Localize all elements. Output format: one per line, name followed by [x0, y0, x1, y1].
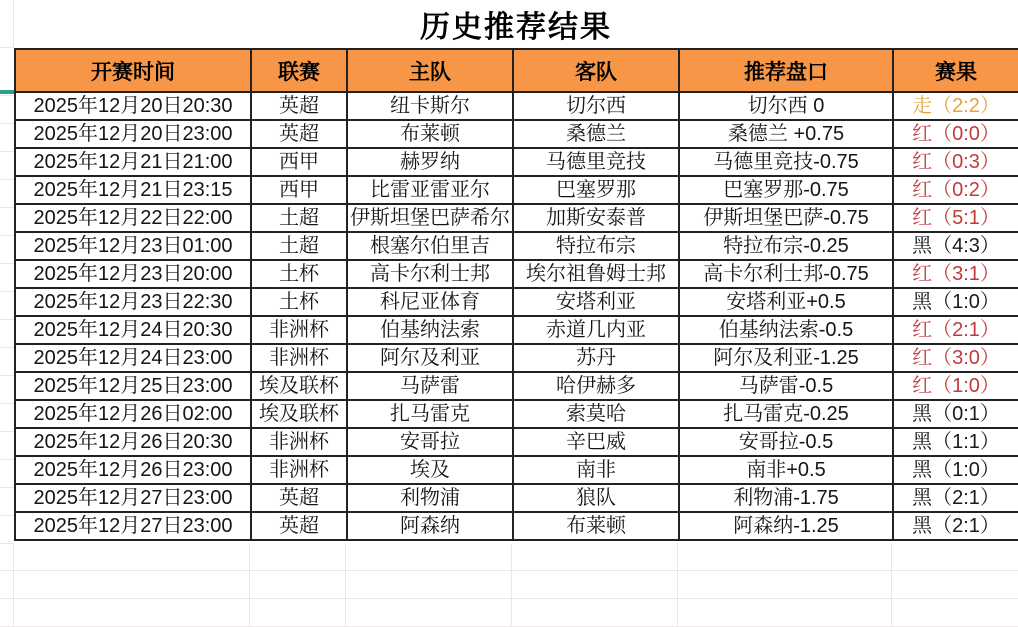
handicap-cell[interactable]: 巴塞罗那-0.75: [679, 176, 893, 204]
time-cell[interactable]: 2025年12月23日01:00: [15, 232, 251, 260]
result-cell[interactable]: 黑（2:1）: [893, 512, 1018, 540]
results-table-body: [15, 92, 1018, 540]
time-cell[interactable]: 2025年12月26日02:00: [15, 400, 251, 428]
result-cell[interactable]: 黑（1:1）: [893, 428, 1018, 456]
table-row: [15, 456, 1018, 484]
result-cell[interactable]: 红（5:1）: [893, 204, 1018, 232]
league-cell[interactable]: 英超: [251, 120, 347, 148]
league-cell[interactable]: 非洲杯: [251, 456, 347, 484]
league-cell[interactable]: 土超: [251, 204, 347, 232]
home-team-cell[interactable]: 赫罗纳: [347, 148, 513, 176]
result-cell[interactable]: 黑（1:0）: [893, 456, 1018, 484]
home-team-cell[interactable]: 利物浦: [347, 484, 513, 512]
table-row: [15, 204, 1018, 232]
result-cell[interactable]: 红（0:0）: [893, 120, 1018, 148]
away-team-cell[interactable]: 索莫哈: [513, 400, 679, 428]
page-title: 历史推荐结果: [420, 10, 612, 44]
away-team-cell[interactable]: 桑德兰: [513, 120, 679, 148]
handicap-cell[interactable]: 马萨雷-0.5: [679, 372, 893, 400]
away-team-cell[interactable]: 布莱顿: [513, 512, 679, 540]
handicap-cell[interactable]: 南非+0.5: [679, 456, 893, 484]
result-cell[interactable]: 红（3:1）: [893, 260, 1018, 288]
table-header-row: [15, 49, 1018, 92]
away-team-cell[interactable]: 埃尔祖鲁姆士邦: [513, 260, 679, 288]
home-team-cell[interactable]: 扎马雷克: [347, 400, 513, 428]
league-cell[interactable]: 英超: [251, 512, 347, 540]
time-cell[interactable]: 2025年12月23日20:00: [15, 260, 251, 288]
away-team-cell[interactable]: 切尔西: [513, 92, 679, 120]
result-cell[interactable]: 黑（4:3）: [893, 232, 1018, 260]
gridline: [511, 543, 512, 627]
gridline: [345, 543, 346, 627]
result-cell[interactable]: 红（3:0）: [893, 344, 1018, 372]
league-cell[interactable]: 英超: [251, 92, 347, 120]
table-row: [15, 288, 1018, 316]
result-cell[interactable]: 黑（2:1）: [893, 484, 1018, 512]
league-cell[interactable]: 土杯: [251, 260, 347, 288]
table-row: [15, 120, 1018, 148]
time-cell[interactable]: 2025年12月20日23:00: [15, 120, 251, 148]
col-header-home-team[interactable]: 主队: [347, 49, 513, 92]
time-cell[interactable]: 2025年12月26日20:30: [15, 428, 251, 456]
home-team-cell[interactable]: 科尼亚体育: [347, 288, 513, 316]
home-team-cell[interactable]: 伊斯坦堡巴萨希尔: [347, 204, 513, 232]
empty-cells-area[interactable]: [0, 543, 1018, 627]
result-cell[interactable]: 红（0:2）: [893, 176, 1018, 204]
gridline: [891, 543, 892, 627]
away-team-cell[interactable]: 哈伊赫多: [513, 372, 679, 400]
home-team-cell[interactable]: 安哥拉: [347, 428, 513, 456]
league-cell[interactable]: 非洲杯: [251, 316, 347, 344]
gridline: [13, 543, 14, 627]
league-cell[interactable]: 英超: [251, 484, 347, 512]
handicap-cell[interactable]: 安塔利亚+0.5: [679, 288, 893, 316]
league-cell[interactable]: 非洲杯: [251, 428, 347, 456]
handicap-cell[interactable]: 扎马雷克-0.25: [679, 400, 893, 428]
result-cell[interactable]: 红（0:3）: [893, 148, 1018, 176]
handicap-cell[interactable]: 阿森纳-1.25: [679, 512, 893, 540]
league-cell[interactable]: 西甲: [251, 176, 347, 204]
time-cell[interactable]: 2025年12月27日23:00: [15, 512, 251, 540]
away-team-cell[interactable]: 南非: [513, 456, 679, 484]
handicap-cell[interactable]: 利物浦-1.75: [679, 484, 893, 512]
handicap-cell[interactable]: 切尔西 0: [679, 92, 893, 120]
table-row: [15, 260, 1018, 288]
time-cell[interactable]: 2025年12月23日22:30: [15, 288, 251, 316]
results-table: [14, 48, 1018, 541]
table-row: [15, 92, 1018, 120]
handicap-cell[interactable]: 高卡尔利士邦-0.75: [679, 260, 893, 288]
time-cell[interactable]: 2025年12月24日23:00: [15, 344, 251, 372]
result-cell[interactable]: 黑（0:1）: [893, 400, 1018, 428]
handicap-cell[interactable]: 特拉布宗-0.25: [679, 232, 893, 260]
table-row: [15, 232, 1018, 260]
away-team-cell[interactable]: 辛巴威: [513, 428, 679, 456]
home-team-cell[interactable]: 伯基纳法索: [347, 316, 513, 344]
handicap-cell[interactable]: 伊斯坦堡巴萨-0.75: [679, 204, 893, 232]
gutter-row-gridlines: [0, 95, 14, 544]
table-row: [15, 512, 1018, 540]
league-cell[interactable]: 非洲杯: [251, 344, 347, 372]
away-team-cell[interactable]: 狼队: [513, 484, 679, 512]
away-team-cell[interactable]: 赤道几内亚: [513, 316, 679, 344]
table-row: [15, 316, 1018, 344]
time-cell[interactable]: 2025年12月24日20:30: [15, 316, 251, 344]
away-team-cell[interactable]: 加斯安泰普: [513, 204, 679, 232]
table-row: [15, 372, 1018, 400]
time-cell[interactable]: 2025年12月22日22:00: [15, 204, 251, 232]
time-cell[interactable]: 2025年12月21日21:00: [15, 148, 251, 176]
result-cell[interactable]: 走（2:2）: [893, 92, 1018, 120]
time-cell[interactable]: 2025年12月27日23:00: [15, 484, 251, 512]
league-cell[interactable]: 土超: [251, 232, 347, 260]
home-team-cell[interactable]: 高卡尔利士邦: [347, 260, 513, 288]
time-cell[interactable]: 2025年12月20日20:30: [15, 92, 251, 120]
home-team-cell[interactable]: 比雷亚雷亚尔: [347, 176, 513, 204]
table-row: [15, 344, 1018, 372]
table-row: [15, 148, 1018, 176]
result-cell[interactable]: 红（1:0）: [893, 372, 1018, 400]
away-team-cell[interactable]: 特拉布宗: [513, 232, 679, 260]
handicap-cell[interactable]: 马德里竞技-0.75: [679, 148, 893, 176]
table-row: [15, 428, 1018, 456]
time-cell[interactable]: 2025年12月21日23:15: [15, 176, 251, 204]
away-team-cell[interactable]: 苏丹: [513, 344, 679, 372]
away-team-cell[interactable]: 安塔利亚: [513, 288, 679, 316]
result-cell[interactable]: 红（2:1）: [893, 316, 1018, 344]
col-header-start-time[interactable]: 开赛时间: [15, 49, 251, 92]
handicap-cell[interactable]: 桑德兰 +0.75: [679, 120, 893, 148]
table-row: [15, 484, 1018, 512]
col-header-away-team[interactable]: 客队: [513, 49, 679, 92]
home-team-cell[interactable]: 阿森纳: [347, 512, 513, 540]
home-team-cell[interactable]: 阿尔及利亚: [347, 344, 513, 372]
league-cell[interactable]: 土杯: [251, 288, 347, 316]
league-cell[interactable]: 西甲: [251, 148, 347, 176]
col-header-handicap[interactable]: 推荐盘口: [679, 49, 893, 92]
away-team-cell[interactable]: 巴塞罗那: [513, 176, 679, 204]
handicap-cell[interactable]: 阿尔及利亚-1.25: [679, 344, 893, 372]
handicap-cell[interactable]: 安哥拉-0.5: [679, 428, 893, 456]
home-team-cell[interactable]: 马萨雷: [347, 372, 513, 400]
home-team-cell[interactable]: 布莱顿: [347, 120, 513, 148]
league-cell[interactable]: 埃及联杯: [251, 372, 347, 400]
gridline: [677, 543, 678, 627]
table-row: [15, 400, 1018, 428]
col-header-result[interactable]: 赛果: [893, 49, 1018, 92]
col-header-league[interactable]: 联赛: [251, 49, 347, 92]
league-cell[interactable]: 埃及联杯: [251, 400, 347, 428]
home-team-cell[interactable]: 根塞尔伯里吉: [347, 232, 513, 260]
time-cell[interactable]: 2025年12月25日23:00: [15, 372, 251, 400]
title-cell[interactable]: [14, 0, 1018, 47]
result-cell[interactable]: 黑（1:0）: [893, 288, 1018, 316]
home-team-cell[interactable]: 纽卡斯尔: [347, 92, 513, 120]
gridline: [249, 543, 250, 627]
handicap-cell[interactable]: 伯基纳法索-0.5: [679, 316, 893, 344]
away-team-cell[interactable]: 马德里竞技: [513, 148, 679, 176]
home-team-cell[interactable]: 埃及: [347, 456, 513, 484]
gutter-gridline-horizontal: [0, 47, 14, 48]
table-row: [15, 176, 1018, 204]
time-cell[interactable]: 2025年12月26日23:00: [15, 456, 251, 484]
